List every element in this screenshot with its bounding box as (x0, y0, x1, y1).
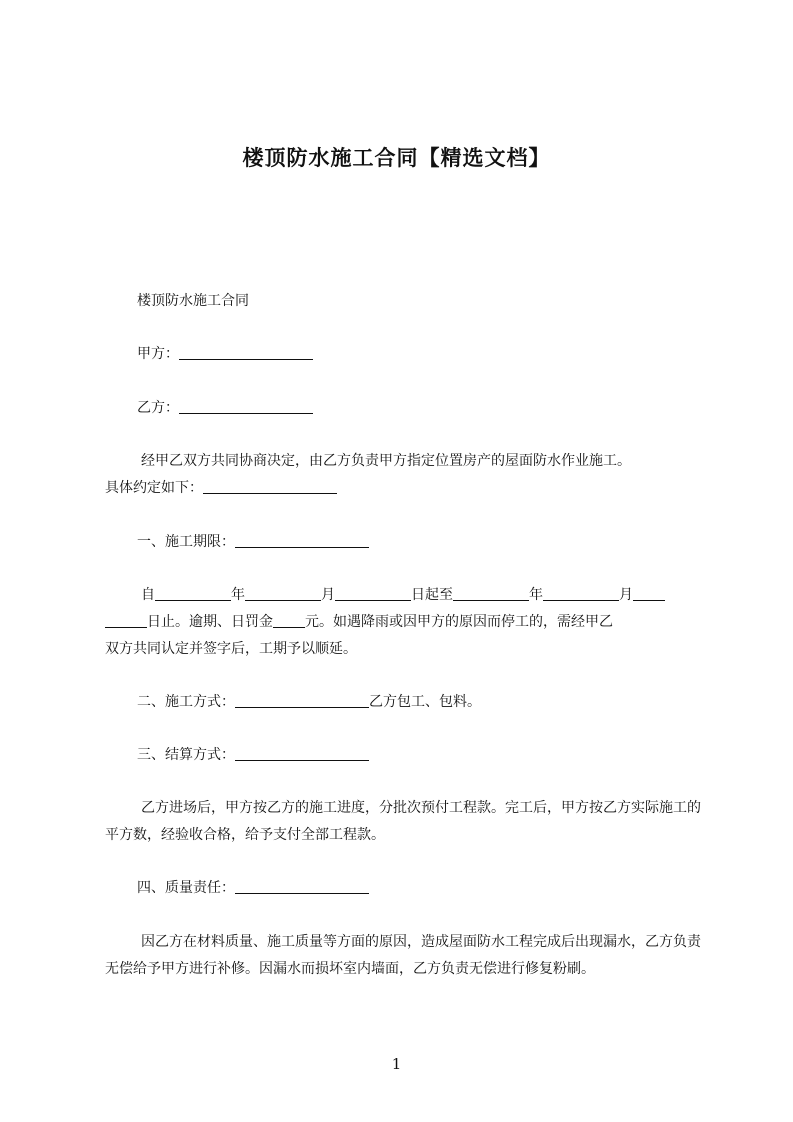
section2-line (105, 689, 705, 716)
s1-year2: 年 (529, 587, 543, 603)
party-a-blank (179, 344, 313, 360)
section4-blank (235, 878, 369, 894)
s1-month2-blank (543, 585, 619, 601)
s1-day-from: 日起至 (411, 587, 453, 603)
section2-tail: 乙方包工、包料。 (369, 694, 481, 710)
section3-blank (235, 745, 369, 761)
section1-blank (235, 532, 369, 548)
document-title: 楼顶防水施工合同【精选文档】 (242, 146, 551, 170)
s1-line3: 双方共同认定并签字后，工期予以顺延。 (105, 641, 357, 657)
s1-day-end: 日止。逾期、日罚金 (147, 614, 273, 630)
s1-day2-blank-a (633, 585, 665, 601)
intro-paragraph (105, 448, 705, 502)
section2-heading: 二、施工方式： (137, 694, 235, 710)
s1-month: 月 (321, 587, 335, 603)
s1-month-blank (245, 585, 321, 601)
page-number: 1 (391, 1055, 402, 1073)
section1-heading-line (105, 529, 705, 556)
section1-heading: 一、施工期限： (137, 534, 235, 550)
s1-fine-blank (273, 612, 305, 628)
party-a-label: 甲方： (137, 346, 179, 362)
intro-line2: 具体约定如下： (105, 480, 203, 496)
s1-year: 年 (231, 587, 245, 603)
intro-line1: 经甲乙双方共同协商决定，由乙方负责甲方指定位置房产的屋面防水作业施工。 (141, 453, 631, 469)
party-b-blank (179, 398, 313, 414)
s1-year2-blank (453, 585, 529, 601)
section4-heading: 四、质量责任： (137, 880, 235, 896)
s1-from: 自 (141, 587, 155, 603)
section4-heading-line (105, 875, 705, 902)
contract-subtitle (105, 288, 705, 315)
section4-body: 因乙方在材料质量、施工质量等方面的原因，造成屋面防水工程完成后出现漏水，乙方负责无偿给予甲方进行补修。因漏水而损坏室内墙面，乙方负责无偿进行修复粉刷。 (105, 934, 701, 977)
section3-heading-line (105, 742, 705, 769)
section3-body: 乙方进场后，甲方按乙方的施工进度，分批次预付工程款。完工后，甲方按乙方实际施工的平方数，经验收合格，给予支付全部工程款。 (105, 800, 701, 843)
section3-heading: 三、结算方式： (137, 747, 235, 763)
section1-body (105, 582, 705, 663)
section2-blank (235, 692, 369, 708)
intro-blank (203, 478, 337, 494)
s1-year-blank (155, 585, 231, 601)
s1-day-blank (335, 585, 411, 601)
party-a-line (105, 341, 705, 368)
s1-yuan: 元。如遇降雨或因甲方的原因而停工的，需经甲乙 (305, 614, 613, 630)
s1-day2-blank-b (105, 612, 147, 628)
party-b-line (105, 395, 705, 422)
s1-month2: 月 (619, 587, 633, 603)
party-b-label: 乙方： (137, 400, 179, 416)
subtitle-text: 楼顶防水施工合同 (137, 293, 249, 309)
